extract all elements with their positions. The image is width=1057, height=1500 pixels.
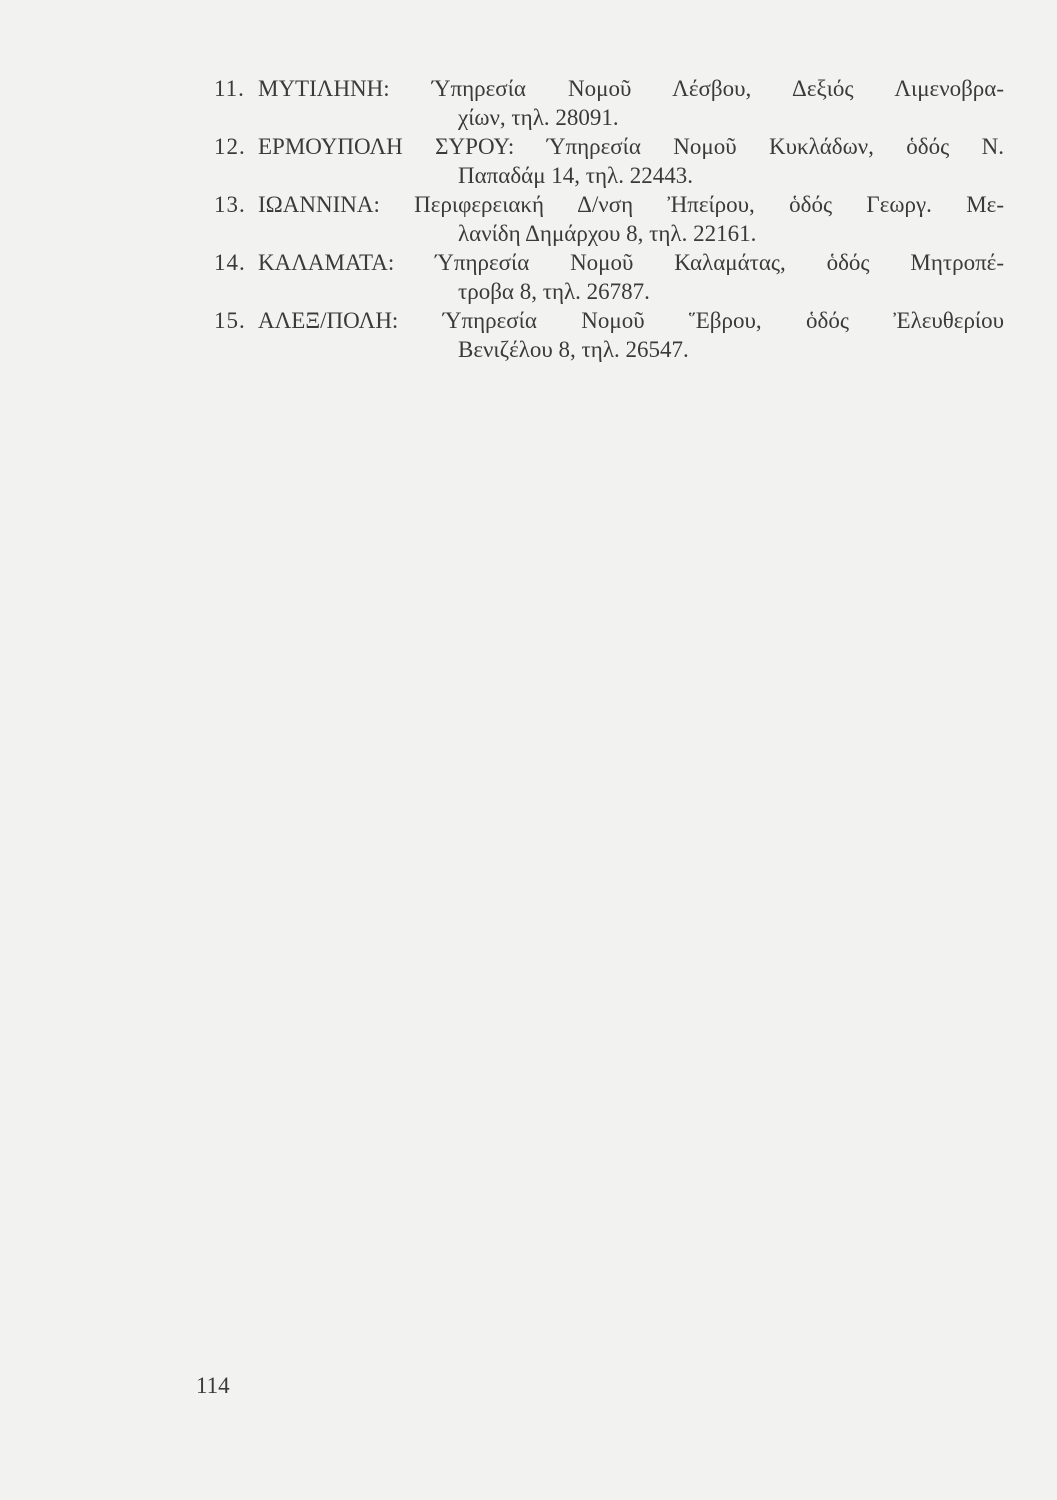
list-item: [214, 74, 1014, 132]
page-number: 114: [196, 1373, 230, 1398]
entry-text: ΕΡΜΟΥΠΟΛΗ ΣΥΡΟΥ: Ύπηρεσία Νομοῦ Κυκλάδων, ὁδός Ν.: [258, 134, 1004, 159]
list-item: [214, 190, 1014, 248]
entry-number: 11.: [214, 76, 245, 101]
entry-number: 12.: [214, 134, 246, 159]
entry-text: ΚΑΛΑΜΑΤΑ: Ύπηρεσία Νομοῦ Καλαμάτας, ὁδός Μητροπέ-: [258, 250, 1004, 275]
entry-continuation: χίων, τηλ. 28091.: [458, 105, 619, 130]
entry-continuation: Παπαδάμ 14, τηλ. 22443.: [458, 163, 693, 188]
entry-number: 14.: [214, 250, 246, 275]
entry-text: ΜΥΤΙΛΗΝΗ: Ύπηρεσία Νομοῦ Λέσβου, Δεξιός Λιμενοβρα-: [258, 76, 1004, 101]
entry-first-line: [214, 306, 1004, 335]
list-item: [214, 248, 1014, 306]
entry-first-line: [214, 132, 1004, 161]
entry-first-line: [214, 248, 1004, 277]
entry-continuation: λανίδη Δημάρχου 8, τηλ. 22161.: [458, 221, 757, 246]
list-item: [214, 306, 1014, 364]
entry-first-line: [214, 74, 1004, 103]
entry-number: 15.: [214, 308, 246, 333]
entry-number: 13.: [214, 192, 246, 217]
entry-text: ΑΛΕΞ/ΠΟΛΗ: Ύπηρεσία Νομοῦ Ἕβρου, ὁδός Ἐλευθερίου: [258, 308, 1004, 333]
entry-text: ΙΩΑΝΝΙΝΑ: Περιφερειακή Δ/νση Ἠπείρου, ὁδός Γεωργ. Με-: [258, 192, 1004, 217]
office-address-list: [214, 74, 1014, 364]
entry-continuation: τροβα 8, τηλ. 26787.: [458, 279, 650, 304]
list-item: [214, 132, 1014, 190]
entry-continuation: Βενιζέλου 8, τηλ. 26547.: [458, 337, 689, 362]
entry-first-line: [214, 190, 1004, 219]
